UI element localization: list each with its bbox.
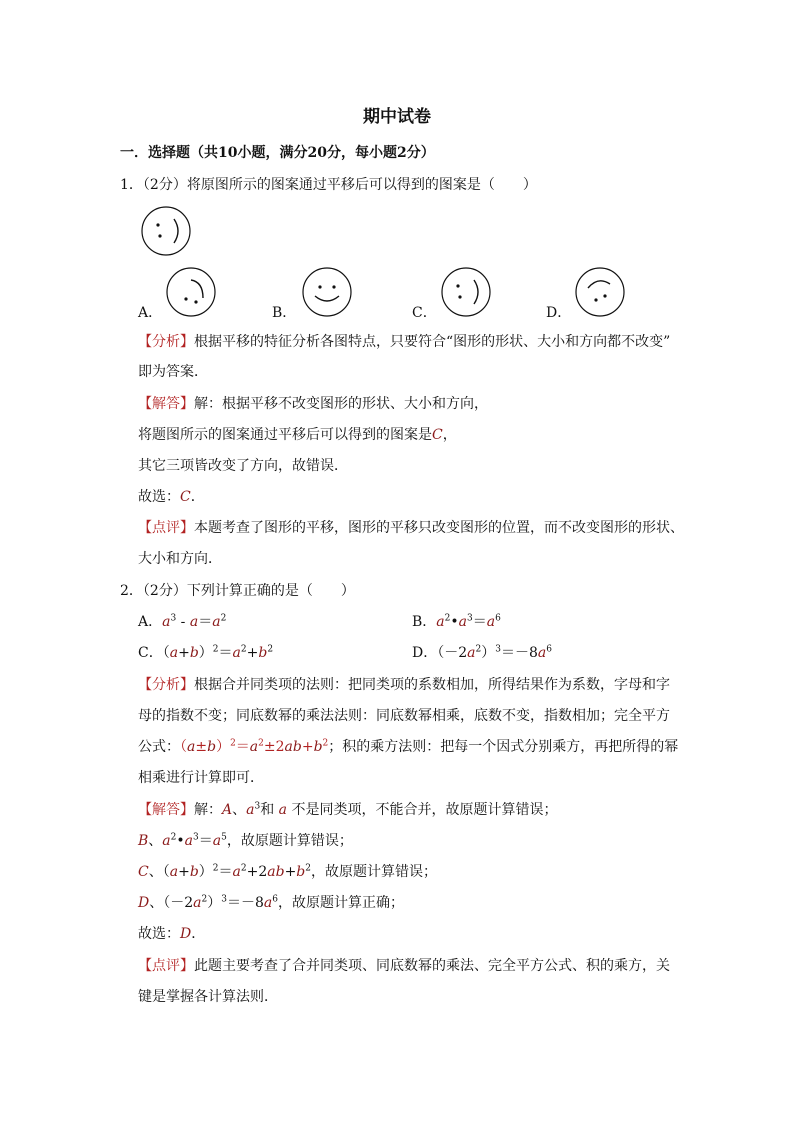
q1-option-d-smiley-icon [574, 266, 626, 318]
q1-comment-line1: 【点评】本题考查了图形的平移，图形的平移只改变图形的位置，而不改变图形的形状、 [138, 520, 684, 536]
q1-option-a-label: A． [138, 305, 163, 321]
q1-comment-line2: 大小和方向． [138, 551, 222, 567]
analysis-tag: 【分析】 [138, 334, 194, 350]
comment-tag: 【点评】 [138, 958, 194, 974]
q2-option-d: D．$(-2a^2)^3=-8a^6$ [412, 644, 552, 661]
answer-tag: 【解答】 [138, 396, 194, 412]
q2-answer-b: B、$a^2•a^3=a^5$，故原题计算错误； [138, 832, 353, 849]
comment-tag: 【点评】 [138, 520, 194, 536]
q2-analysis-line1: 【分析】根据合并同类项的法则：把同类项的系数相加，所得结果作为系数，字母和字 [138, 677, 670, 693]
q1-answer-line2: 将题图所示的图案通过平移后可以得到的图案是C， [138, 427, 457, 443]
q2-answer-d: D、$(-2a^2)^3=-8a^6$，故原题计算正确； [138, 894, 404, 911]
q1-option-d-label: D． [546, 305, 572, 321]
q1-option-c-label: C． [412, 305, 437, 321]
q2-option-a: A．$a^3 - a=a^2$ [138, 613, 227, 630]
q2-analysis-line2: 母的指数不变；同底数幂的乘法法则：同底数幂相乘，底数不变，指数相加；完全平方 [138, 708, 670, 724]
q1-stem: 1．（2分）将原图所示的图案通过平移后可以得到的图案是（ ） [120, 177, 537, 193]
q2-comment-line1: 【点评】此题主要考查了合并同类项、同底数幂的乘法、完全平方公式、积的乘方，关 [138, 958, 670, 974]
answer-tag: 【解答】 [138, 802, 194, 818]
section-heading: 一．选择题（共10小题，满分20分，每小题2分） [120, 145, 435, 161]
q2-option-c: C．$(a+b)^2=a^2+b^2$ [138, 644, 274, 661]
analysis-tag: 【分析】 [138, 677, 194, 693]
q1-original-smiley-icon [140, 205, 192, 257]
q2-answer-choice: 故选：D． [138, 926, 206, 942]
q1-analysis-line1: 【分析】根据平移的特征分析各图特点，只要符合“图形的形状、大小和方向都不改变” [138, 334, 671, 350]
q1-answer-line1: 【解答】解：根据平移不改变图形的形状、大小和方向， [138, 396, 488, 412]
q1-analysis-line2: 即为答案． [138, 364, 208, 380]
q2-option-b: B．$a^2•a^3=a^6$ [412, 613, 501, 630]
q2-answer-c: C、$(a+b)^2=a^2+2ab+b^2$，故原题计算错误； [138, 863, 437, 880]
q2-analysis-line4: 相乘进行计算即可． [138, 770, 264, 786]
q1-option-c-smiley-icon [440, 266, 492, 318]
q1-answer-line3: 其它三项皆改变了方向，故错误． [138, 458, 348, 474]
q2-answer-a: 【解答】解：A、$a^3$和 a 不是同类项，不能合并，故原题计算错误； [138, 801, 558, 818]
q2-stem: 2．（2分）下列计算正确的是（ ） [120, 583, 355, 599]
page-title: 期中试卷 [363, 107, 431, 127]
q1-option-b-smiley-icon [301, 266, 353, 318]
q2-analysis-line3: 公式：$(a\pm b)^2=a^2\pm 2ab+b^2$；积的乘方法则：把每一个因式分别乘方，再把所得的幂 [138, 738, 679, 755]
q1-answer-line4: 故选：C． [138, 489, 205, 505]
q1-option-b-label: B． [272, 305, 297, 321]
q2-comment-line2: 键是掌握各计算法则． [138, 989, 278, 1005]
q1-option-a-smiley-icon [165, 266, 217, 318]
